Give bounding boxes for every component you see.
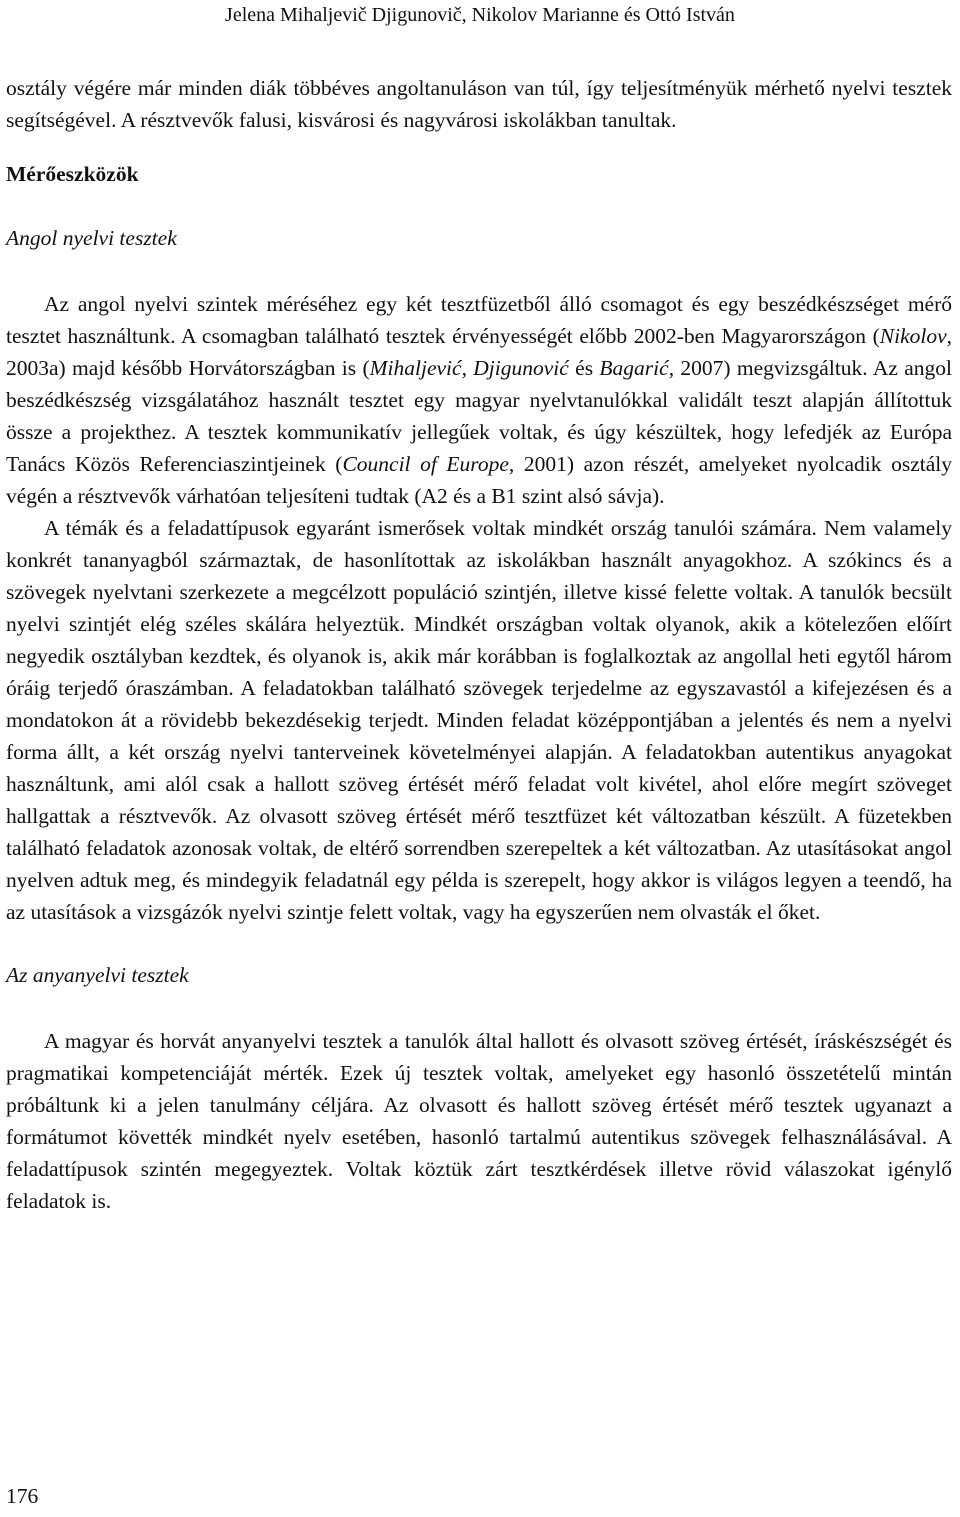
- text-run: , 2003a) majd később Horvátországban is (: [6, 324, 952, 380]
- citation: Nikolov: [879, 324, 947, 348]
- citation: Council of Europe: [342, 452, 509, 476]
- page-body: [6, 72, 952, 1217]
- text-run: és: [568, 356, 600, 380]
- english-tests-paragraph-1: [6, 288, 952, 512]
- subsection-heading-native-tests: Az anyanyelvi tesztek: [6, 963, 189, 987]
- page-number: 176: [6, 1484, 39, 1508]
- text-run: , 2007) megvizsgáltuk. Az angol beszédkészség vizsgálatához használt tesztet egy magyar nyelvtanulókkal validált teszt alapján állítottuk össze a projekthez. A tesztek kommunikatív jellegűek voltak, és úgy készültek, hogy lefedjék az Európa Tanács Közös Referenciaszintjeinek (: [6, 356, 952, 476]
- native-tests-paragraph-1: A magyar és horvát anyanyelvi tesztek a tanulók által hallott és olvasott szöveg értését, íráskészségét és pragmatikai kompetenciáját mérték. Ezek új tesztek voltak, amelyeket egy hasonló összetételű mintán próbáltunk ki a jelen tanulmány céljára. Az olvasott és hallott szöveg értését mérő tesztek ugyanazt a formátumot követték mindkét nyelv esetében, hasonló tartalmú autentikus szövegek felhasználásával. A feladattípusok szintén megegyeztek. Voltak köztük zárt tesztkérdések illetve rövid válaszokat igénylő feladatok is.: [6, 1029, 952, 1213]
- citation: Mihaljević, Djigunović: [369, 356, 569, 380]
- text-run: , 2001) azon részét, amelyeket nyolcadik osztály végén a résztvevők várhatóan teljesíteni tudtak (A2 és a B1 szint alsó sávja).: [6, 452, 952, 508]
- intro-paragraph: osztály végére már minden diák többéves angoltanuláson van túl, így teljesítményük mérhető nyelvi tesztek segítségével. A résztvevők falusi, kisvárosi és nagyvárosi iskolákban tanultak.: [6, 76, 952, 132]
- subsection-heading-english-tests: Angol nyelvi tesztek: [6, 226, 177, 250]
- english-tests-paragraph-2: A témák és a feladattípusok egyaránt ismerősek voltak mindkét ország tanulói számára. Nem valamely konkrét tananyagból származtak, de hasonlítottak az iskolákban használt anyagokhoz. A szókincs és a szövegek nyelvtani szerkezete a megcélzott populáció szintjén, illetve kissé felette voltak. A tanulók becsült nyelvi szintjét elég széles skálára helyeztük. Mindkét országban voltak olyanok, akik a kötelezően előírt negyedik osztályban kezdtek, és olyanok is, akik már korábban is foglalkoztak az angollal heti egytől három óráig terjedő óraszámban. A feladatokban található szövegek terjedelme az egyszavastól a kifejezésen és a mondatokon át a rövidebb bekezdésekig terjedt. Minden feladat középpontjában a jelentés és nem a nyelvi forma állt, a két ország nyelvi tanterveinek követelményei alapján. A feladatokban autentikus anyagokat használtunk, ami alól csak a hallott szöveg értését mérő feladat volt kivétel, ahol előre megírt szöveget hallgattak a résztvevők. Az olvasott szöveg értését mérő tesztfüzet két változatban készült. A füzetekben található feladatok azonosak voltak, de eltérő sorrendben szerepeltek a két változatban. Az utasításokat angol nyelven adtuk meg, és mindegyik feladatnál egy példa is szerepelt, hogy akkor is világos legyen a teendő, ha az utasítások a vizsgázók nyelvi szintje felett voltak, vagy ha egyszerűen nem olvasták el őket.: [6, 516, 952, 924]
- section-heading: Mérőeszközök: [6, 162, 139, 186]
- text-run: Az angol nyelvi szintek méréséhez egy két tesztfüzetből álló csomagot és egy beszédkészséget mérő tesztet használtunk. A csomagban található tesztek érvényességét előbb 2002-ben Magyarországon (: [6, 292, 952, 348]
- running-header: Jelena Mihaljevič Djigunovič, Nikolov Marianne és Ottó István: [225, 4, 735, 26]
- citation: Bagarić: [599, 356, 669, 380]
